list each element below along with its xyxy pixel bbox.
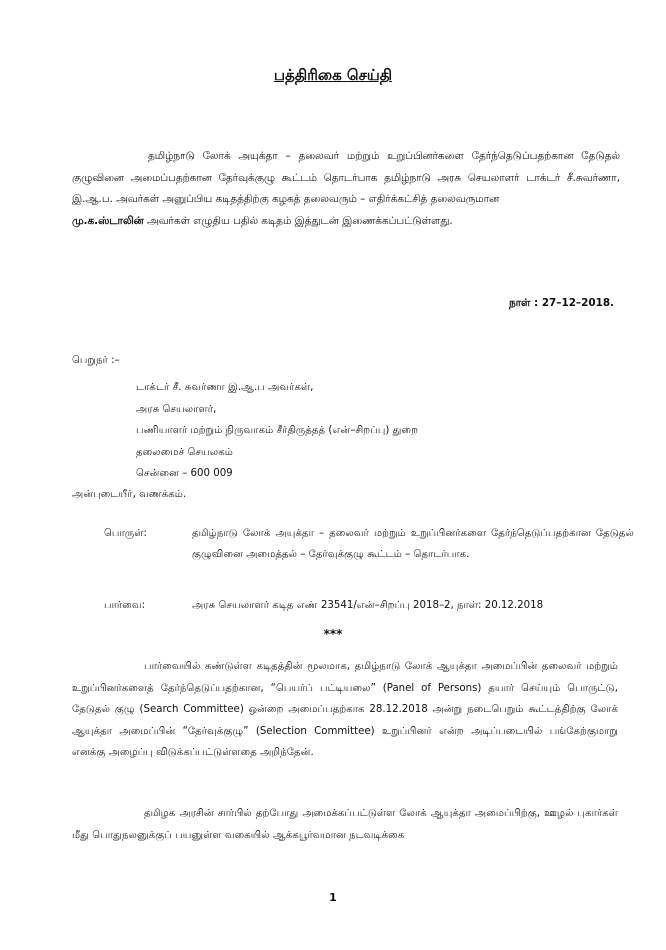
greeting: அன்புடையீர், வணக்கம். bbox=[72, 489, 187, 500]
body-paragraph-2 bbox=[72, 803, 618, 846]
letter-date: நாள் : 27–12–2018. bbox=[508, 297, 614, 309]
intro-bold-name: மு.க.ஸ்டாலின் bbox=[72, 214, 144, 227]
address-line: அரசு செயலாளர், bbox=[136, 403, 217, 415]
address-line: தலைமைச் செயலகம் bbox=[136, 446, 233, 458]
page-number: 1 bbox=[329, 891, 337, 904]
reference-text: அரசு செயலாளர் கடித எண் 23541/என்–சிறப்பு 2018–2, நாள்: 20.12.2018 bbox=[192, 600, 544, 611]
intro-text: தமிழ்நாடு லோக் அயுக்தா – தலைவர் மற்றும் உறுப்பினர்களை தேர்ந்தெடுப்பதற்கான தேடுதல் குழுவினை அமைப்பதற்கான தேர்வுக்குழு கூட்டம் தொடர்பாக தமிழ்நாடு அரசு செயலாளர் டாக்டர் சீ.சுவர்ணா, இ.ஆ.ப. அவர்கள் அனுப்பிய கடிதத்திற்கு கழகத் தலைவரும் – எதிர்க்கட்சித் தலைவருமான bbox=[72, 150, 620, 205]
body-paragraph-2-text: தமிழக அரசின் சார்பில் தற்போது அமைக்கப்பட்டுள்ள லோக் ஆயுக்தா அமைப்பிற்கு, ஊழல் புகார்கள் மீது பொதுநலனுக்குப் பயனுள்ள வகையில் ஆக்கபூர்வமான நடவடிக்கை bbox=[72, 808, 618, 841]
address-line: பணியாளர் மற்றும் நிருவாகம் சீர்திருத்தத் (என்–சிறப்பு) துறை bbox=[136, 425, 419, 436]
intro-paragraph bbox=[72, 146, 620, 232]
reference-label: பார்வை: bbox=[104, 600, 146, 611]
recipient-label: பெறுநர் :– bbox=[72, 355, 120, 366]
body-paragraph-1-text: பார்வையில் கண்டுள்ள கடிதத்தின் மூலமாக, தமிழ்நாடு லோக் ஆயுக்தா அமைப்பின் தலைவர் மற்றும் உறுப்பினர்களைத் தேர்ந்தெடுப்பதற்கான, “பெயர்ப் பட்டியலை” (Panel of Persons) தயார் செய்யும் பொருட்டு, தேடுதல் குழு (Search Committee) ஒன்றை அமைப்பதற்காக 28.12.2018 அன்று நடைபெறும் கூட்டத்திற்கு லோக் ஆயுக்தா அமைப்பின் “தேர்வுக்குழு” (Selection Committee) உறுப்பினர் என்ற அடிப்படையில் பங்கேற்குமாறு எனக்கு அழைப்பு விடுக்கப்பட்டுள்ளதை அறிந்தேன். bbox=[72, 661, 618, 758]
subject-label: பொருள்: bbox=[104, 528, 147, 539]
press-release-title: பத்திரிகை செய்தி bbox=[273, 66, 393, 84]
intro-tail: அவர்கள் எழுதிய பதில் கடிதம் இத்துடன் இணைக்கப்பட்டுள்ளது. bbox=[143, 214, 453, 227]
address-line: சென்னை – 600 009 bbox=[136, 468, 233, 479]
subject-text: தமிழ்நாடு லோக் அயுக்தா – தலைவர் மற்றும் உறுப்பினர்களை தேர்ந்தெடுப்பதற்கான தேடுதல் குழுவினை அமைத்தல் – தேர்வுக்குழு கூட்டம் – தொடர்பாக. bbox=[192, 528, 634, 560]
body-paragraph-1 bbox=[72, 656, 618, 764]
separator: *** bbox=[323, 627, 343, 641]
address-line: டாக்டர் சீ. சுவர்ணா இ.ஆ.ப அவர்கள், bbox=[136, 382, 314, 393]
recipient-address bbox=[136, 377, 418, 485]
